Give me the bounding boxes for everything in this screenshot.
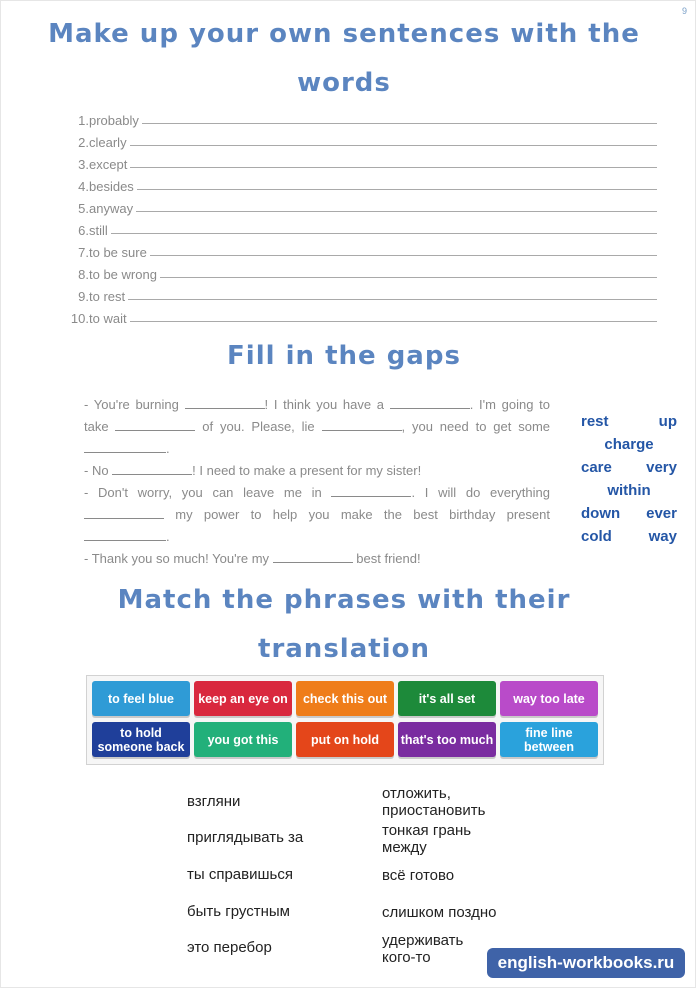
- phrase-tile[interactable]: way too late: [500, 681, 598, 716]
- gap-blank[interactable]: [115, 418, 195, 431]
- translation-left: быть грустным: [187, 903, 290, 920]
- bank-word: charge: [604, 436, 654, 453]
- bank-word: very: [646, 459, 677, 476]
- translation-right: отложить, приостановить: [382, 785, 486, 819]
- translation-right: всё готово: [382, 867, 455, 884]
- gap-blank[interactable]: [112, 462, 192, 475]
- translation-left: приглядывать за: [187, 829, 304, 846]
- dialogue-line-1: - You're burning ! I think you have a . I'm going to take of you. Please, lie , you need to get some .: [84, 397, 550, 456]
- answer-line[interactable]: [111, 232, 657, 234]
- list-item: 9. to rest: [67, 282, 657, 304]
- bank-word: ever: [646, 505, 677, 522]
- translation-right: слишком поздно: [382, 904, 497, 921]
- answer-line[interactable]: [160, 276, 657, 278]
- sentence-list: [67, 106, 657, 326]
- gap-blank[interactable]: [84, 440, 166, 453]
- answer-line[interactable]: [137, 188, 657, 190]
- gap-blank[interactable]: [390, 396, 470, 409]
- bank-word: within: [607, 482, 651, 499]
- bank-word: down: [581, 505, 621, 522]
- word-bank: [573, 413, 685, 551]
- bank-word: cold: [581, 528, 612, 545]
- section2-title: Fill in the gaps: [227, 341, 461, 371]
- answer-line[interactable]: [130, 320, 657, 322]
- list-item: 2. clearly: [67, 128, 657, 150]
- phrase-tile[interactable]: keep an eye on: [194, 681, 292, 716]
- gap-blank[interactable]: [331, 484, 411, 497]
- list-item: 7. to be sure: [67, 238, 657, 260]
- bank-word: rest: [581, 413, 609, 430]
- gap-blank[interactable]: [185, 396, 265, 409]
- bank-word: way: [648, 528, 677, 545]
- answer-line[interactable]: [136, 210, 657, 212]
- answer-line[interactable]: [128, 298, 657, 300]
- phrase-tile[interactable]: check this out: [296, 681, 394, 716]
- phrase-tile[interactable]: you got this: [194, 722, 292, 757]
- list-item: 3. except: [67, 150, 657, 172]
- section3-title: Match the phrases with their: [117, 585, 571, 615]
- translation-right: тонкая грань между: [382, 822, 472, 856]
- list-item: 4. besides: [67, 172, 657, 194]
- gap-blank[interactable]: [273, 550, 353, 563]
- gap-blank[interactable]: [84, 528, 166, 541]
- list-item: 10. to wait: [67, 304, 657, 326]
- section1-title-cont: words: [297, 68, 391, 98]
- answer-line[interactable]: [142, 122, 657, 124]
- phrase-tile[interactable]: it's all set: [398, 681, 496, 716]
- phrase-tile[interactable]: that's too much: [398, 722, 496, 757]
- dialogue-line-3: - Don't worry, you can leave me in . I will do everything my power to help you make the best birthday present .: [84, 485, 551, 544]
- phrase-tiles: [86, 675, 604, 765]
- translation-left: взгляни: [187, 793, 241, 810]
- section3-title-cont: translation: [258, 634, 430, 664]
- phrase-tile[interactable]: put on hold: [296, 722, 394, 757]
- phrase-tile[interactable]: to feel blue: [92, 681, 190, 716]
- translation-left: ты справишься: [187, 866, 293, 883]
- list-item: 8. to be wrong: [67, 260, 657, 282]
- section1-title: Make up your own sentences with the: [48, 19, 640, 49]
- translation-right: удерживать кого-то: [382, 932, 464, 966]
- answer-line[interactable]: [130, 166, 657, 168]
- gap-blank[interactable]: [322, 418, 402, 431]
- phrase-tile[interactable]: fine line between: [500, 722, 598, 757]
- bank-word: up: [658, 413, 677, 430]
- gap-blank[interactable]: [84, 506, 164, 519]
- gap-fill-dialogue: [84, 394, 550, 570]
- translation-left: это перебор: [187, 939, 272, 956]
- dialogue-line-2: - No ! I need to make a present for my sister!: [84, 463, 422, 478]
- bank-word: care: [581, 459, 612, 476]
- dialogue-line-4: - Thank you so much! You're my best friend!: [84, 551, 421, 566]
- list-item: 5. anyway: [67, 194, 657, 216]
- list-item: 1. probably: [67, 106, 657, 128]
- answer-line[interactable]: [150, 254, 657, 256]
- answer-line[interactable]: [130, 144, 657, 146]
- site-badge[interactable]: english-workbooks.ru: [487, 948, 685, 978]
- page-number: 9: [681, 6, 687, 16]
- list-item: 6. still: [67, 216, 657, 238]
- phrase-tile[interactable]: to hold someone back: [92, 722, 190, 757]
